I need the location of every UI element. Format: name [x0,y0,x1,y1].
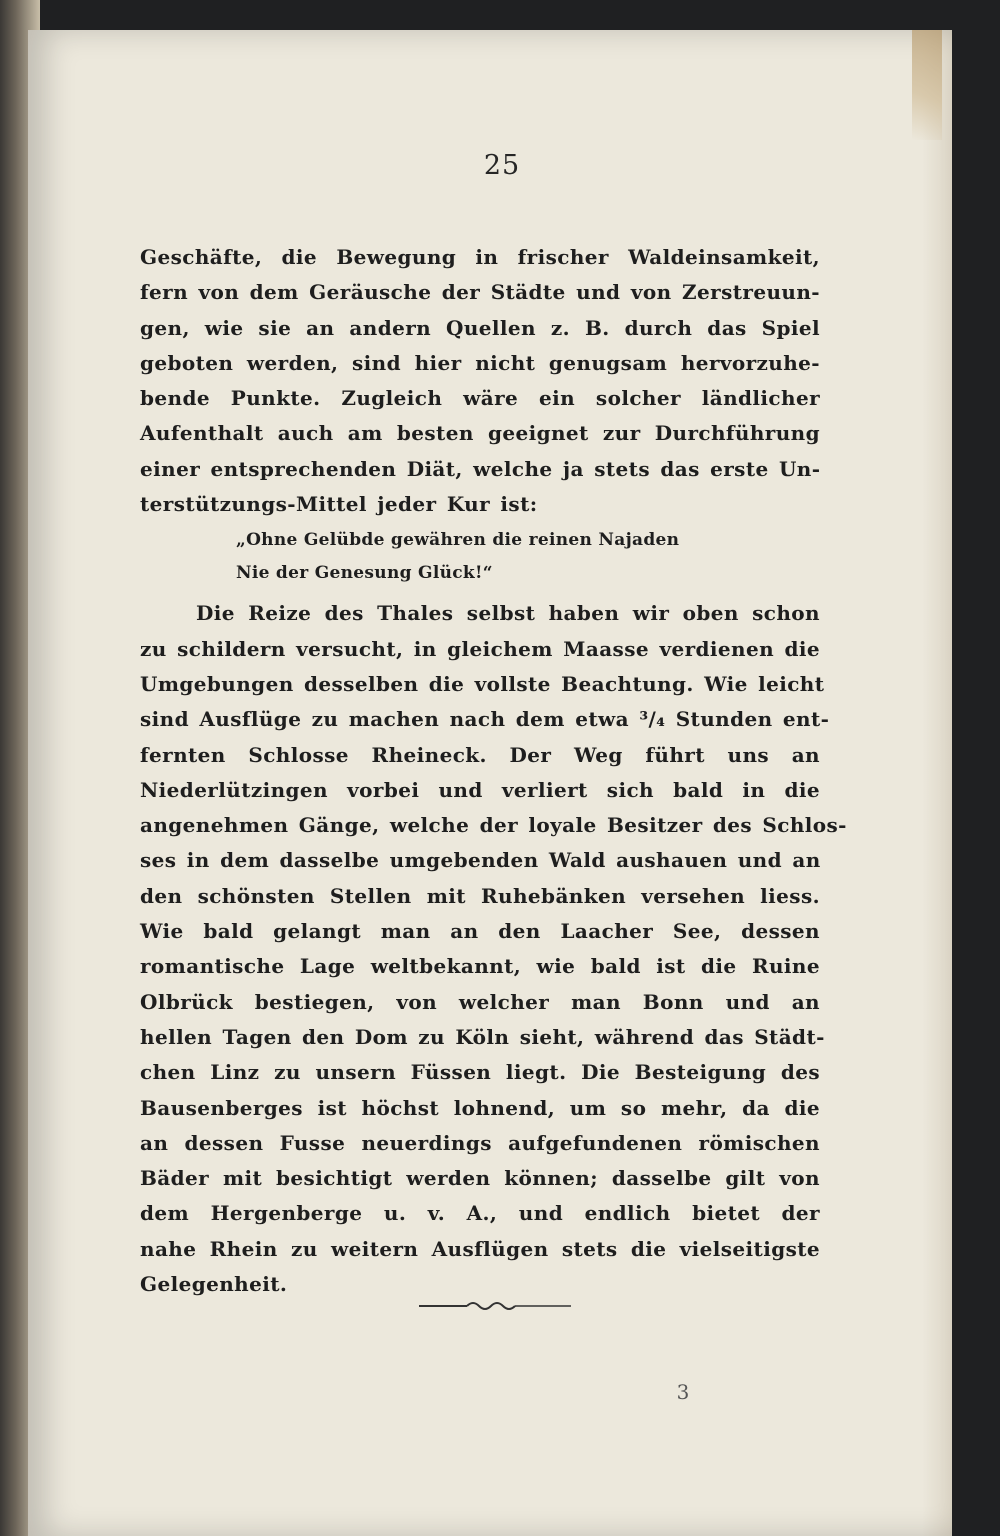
text-line: fern von dem Geräusche der Städte und von Zerstreuun- [140,280,820,305]
text-line: Gelegenheit. [140,1272,288,1297]
text-line: romantische Lage weltbekannt, wie bald ist die Ruine [140,954,820,979]
text-line: Aufenthalt auch am besten geeignet zur Durchführung [140,421,820,446]
signature-mark: 3 [676,1380,690,1404]
page-edge-shading [922,30,952,1536]
paragraph-first-line: Die Reize des Thales selbst haben wir oben schon [196,601,820,626]
text-line: zu schildern versucht, in gleichem Maasse verdienen die [140,636,820,661]
text-line: ses in dem dasselbe umgebenden Wald aushauen und an [140,848,821,873]
text-line: an dessen Fusse neuerdings aufgefundenen römischen [140,1130,820,1155]
text-line: bende Punkte. Zugleich wäre ein solcher ländlicher [140,386,820,411]
text-line: Geschäfte, die Bewegung in frischer Waldeinsamkeit, [140,245,820,269]
text-line: Umgebungen desselben die vollste Beachtung. Wie leicht [140,671,825,696]
text-line: geboten werden, sind hier nicht genugsam hervorzuhe- [140,350,820,375]
text-line: Bausenberges ist höchst lohnend, um so mehr, da die [140,1095,820,1120]
text-line: hellen Tagen den Dom zu Köln sieht, während das Städt- [140,1024,825,1049]
ornament-divider [415,1297,575,1315]
text-line: Wie bald gelangt man an den Laacher See, dessen [140,919,820,944]
text-line: fernten Schlosse Rheineck. Der Weg führt uns an [140,742,820,767]
verse-quote-line: Nie der Genesung Glück!“ [236,563,493,584]
worn-page-corner [912,30,942,140]
text-line: sind Ausflüge zu machen nach dem etwa ³/₄ Stunden ent- [140,707,830,732]
text-line: gen, wie sie an andern Quellen z. B. durch das Spiel [140,315,820,340]
text-line: dem Hergenberge u. v. A., und endlich bietet der [140,1201,820,1226]
text-line: einer entsprechenden Diät, welche ja stets das erste Un- [140,456,821,481]
text-line: terstützungs-Mittel jeder Kur ist: [140,492,538,517]
text-line: Olbrück bestiegen, von welcher man Bonn und an [140,989,820,1014]
text-line: den schönsten Stellen mit Ruhebänken versehen liess. [140,883,820,908]
page-number: 25 [483,150,521,181]
text-line: Niederlützingen vorbei und verliert sich bald in die [140,777,820,802]
text-line: nahe Rhein zu weitern Ausflügen stets die vielseitigste [140,1236,820,1261]
text-line: angenehmen Gänge, welche der loyale Besitzer des Schlos- [140,813,847,838]
verse-quote-line: „Ohne Gelübde gewähren die reinen Najaden [236,530,680,551]
text-line: chen Linz zu unsern Füssen liegt. Die Besteigung des [140,1060,820,1085]
text-line: Bäder mit besichtigt werden können; dasselbe gilt von [140,1166,820,1191]
body-text [140,240,847,1302]
